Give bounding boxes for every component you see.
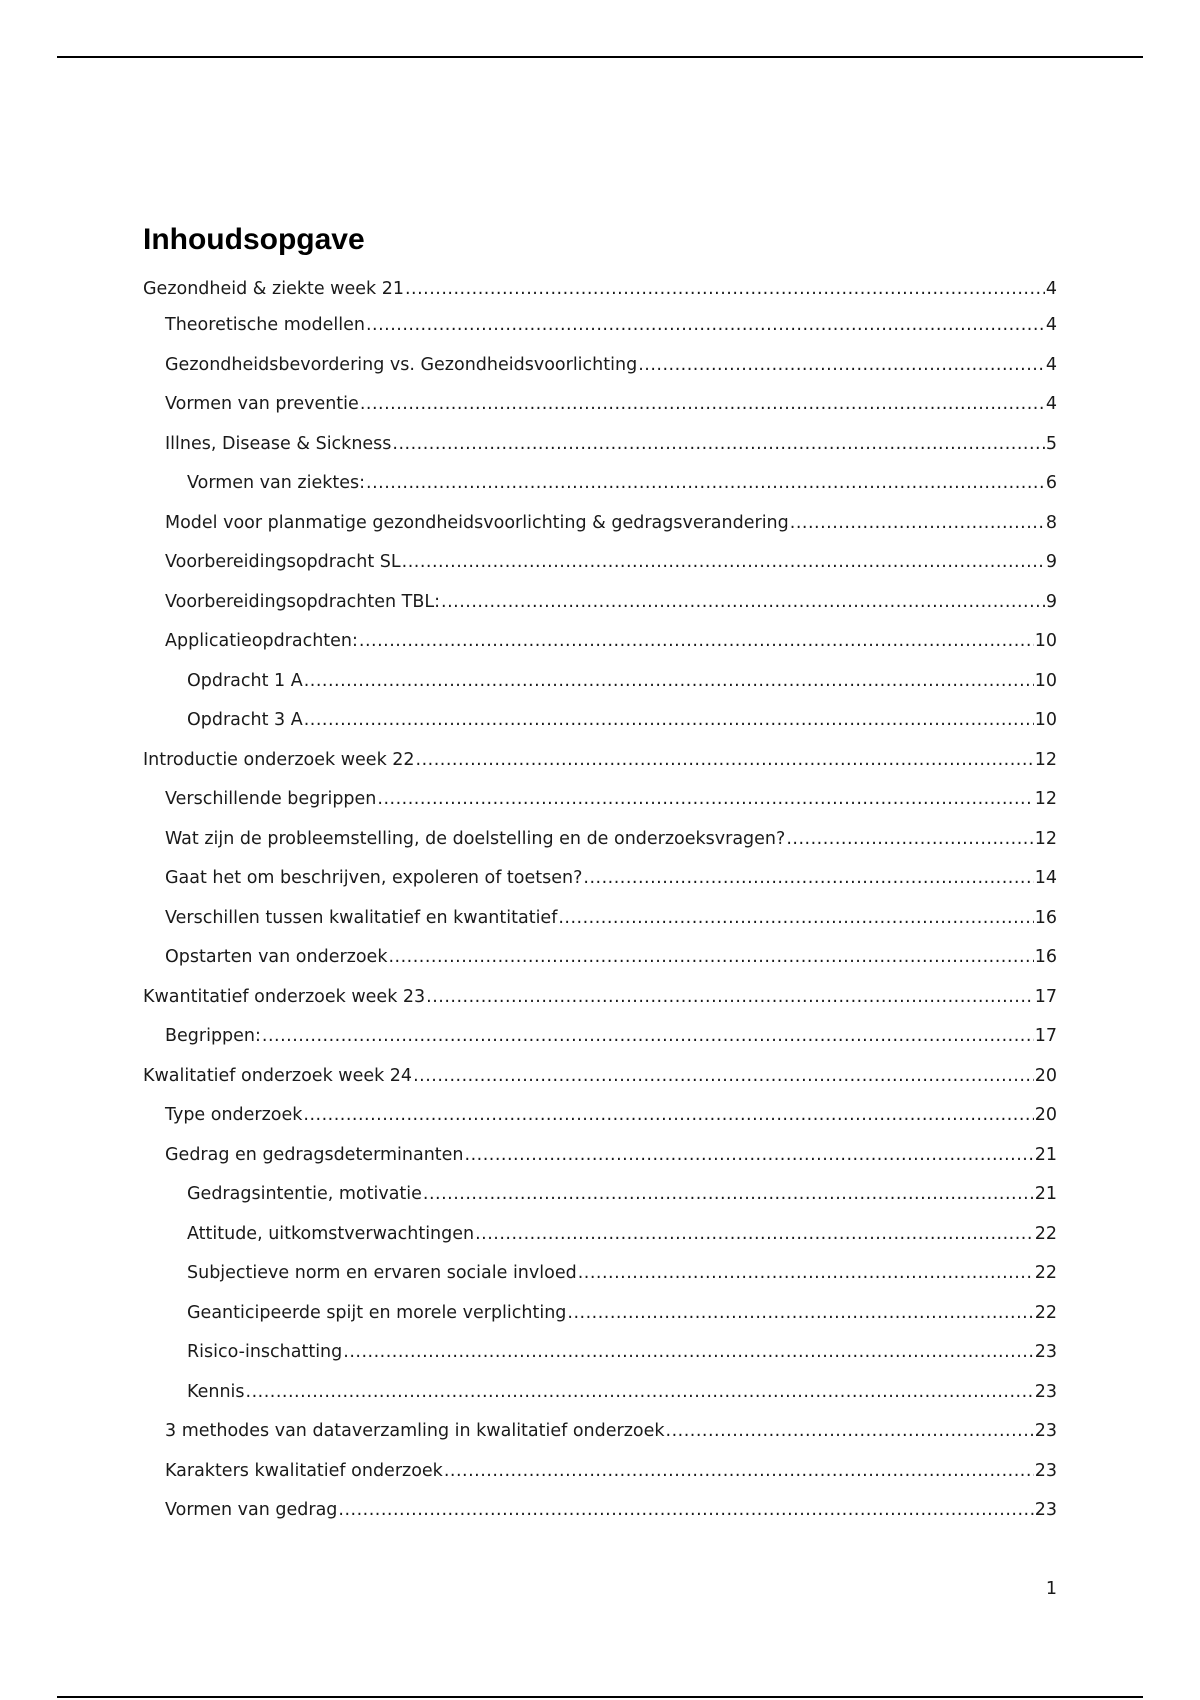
dot-leader: [303, 1102, 1033, 1128]
toc-entry-title: Karakters kwalitatief onderzoek: [165, 1461, 443, 1481]
toc-entry-page: 21: [1034, 1184, 1057, 1204]
toc-entry-page: 4: [1045, 355, 1057, 375]
toc-entry-page: 9: [1045, 592, 1057, 612]
toc-entry[interactable]: [165, 1142, 1057, 1168]
toc-entry-page: 10: [1034, 631, 1057, 651]
toc-entry-title: Vormen van preventie: [165, 394, 359, 414]
toc-entry[interactable]: [165, 905, 1057, 931]
dot-leader: [413, 1063, 1034, 1089]
toc-entry[interactable]: [143, 276, 1057, 302]
toc-entry-title: Vormen van gedrag: [165, 1500, 338, 1520]
toc-entry[interactable]: [143, 747, 1057, 773]
toc-entry-page: 21: [1034, 1145, 1057, 1165]
toc-entry-title: Kwalitatief onderzoek week 24: [143, 1066, 413, 1086]
toc-entry-page: 16: [1034, 908, 1057, 928]
toc-entry-page: 23: [1034, 1421, 1057, 1441]
dot-leader: [392, 431, 1044, 457]
toc-entry-page: 5: [1045, 434, 1057, 454]
toc-entry[interactable]: [165, 391, 1057, 417]
toc-entry-page: 10: [1034, 671, 1057, 691]
dot-leader: [416, 747, 1034, 773]
toc-entry[interactable]: [165, 1102, 1057, 1128]
dot-leader: [246, 1379, 1034, 1405]
toc-entry-page: 23: [1034, 1382, 1057, 1402]
toc-entry-page: 20: [1034, 1105, 1057, 1125]
dot-leader: [475, 1221, 1034, 1247]
dot-leader: [638, 352, 1045, 378]
toc-entry-title: Introductie onderzoek week 22: [143, 750, 415, 770]
toc-entry-page: 12: [1034, 789, 1057, 809]
toc-entry[interactable]: [165, 352, 1057, 378]
toc-entry-title: Wat zijn de probleemstelling, de doelstelling en de onderzoeksvragen?: [165, 829, 786, 849]
toc-entry-title: 3 methodes van dataverzamling in kwalitatief onderzoek: [165, 1421, 665, 1441]
dot-leader: [262, 1023, 1034, 1049]
toc-entry[interactable]: [165, 865, 1057, 891]
toc-entry-page: 20: [1034, 1066, 1057, 1086]
toc-entry-page: 17: [1034, 1026, 1057, 1046]
toc-entry-page: 16: [1034, 947, 1057, 967]
toc-entry-title: Subjectieve norm en ervaren sociale invloed: [187, 1263, 577, 1283]
toc-entry[interactable]: [165, 944, 1057, 970]
toc-entry-title: Gezondheidsbevordering vs. Gezondheidsvoorlichting: [165, 355, 638, 375]
toc-entry[interactable]: [187, 470, 1057, 496]
toc-entry-title: Type onderzoek: [165, 1105, 303, 1125]
dot-leader: [360, 391, 1045, 417]
dot-leader: [338, 1497, 1033, 1523]
dot-leader: [343, 1339, 1033, 1365]
toc-entry-title: Risico-inschatting: [187, 1342, 343, 1362]
toc-entry[interactable]: [165, 1497, 1057, 1523]
dot-leader: [790, 510, 1045, 536]
toc-entry-page: 10: [1034, 710, 1057, 730]
toc-entry[interactable]: [165, 312, 1057, 338]
dot-leader: [366, 312, 1045, 338]
toc-entry[interactable]: [165, 786, 1057, 812]
dot-leader: [423, 1181, 1034, 1207]
dot-leader: [578, 1260, 1034, 1286]
toc-entry[interactable]: [165, 1458, 1057, 1484]
toc-entry-page: 4: [1045, 279, 1057, 299]
toc-entry-title: Geanticipeerde spijt en morele verplichting: [187, 1303, 567, 1323]
toc-entry-title: Gaat het om beschrijven, expoleren of toetsen?: [165, 868, 583, 888]
toc-entry-title: Voorbereidingsopdrachten TBL:: [165, 592, 441, 612]
toc-entry-title: Kwantitatief onderzoek week 23: [143, 987, 426, 1007]
toc-entry-title: Illnes, Disease & Sickness: [165, 434, 392, 454]
toc-entry[interactable]: [187, 668, 1057, 694]
toc-entry-title: Voorbereidingsopdracht SL: [165, 552, 401, 572]
footer-rule: [57, 1696, 1143, 1698]
toc-entry-page: 22: [1034, 1303, 1057, 1323]
toc-entry[interactable]: [187, 1181, 1057, 1207]
dot-leader: [786, 826, 1033, 852]
toc-entry-page: 17: [1034, 987, 1057, 1007]
dot-leader: [366, 470, 1045, 496]
toc-entry[interactable]: [165, 549, 1057, 575]
dot-leader: [558, 905, 1033, 931]
toc-entry-title: Gedrag en gedragsdeterminanten: [165, 1145, 464, 1165]
toc-entry[interactable]: [143, 1063, 1057, 1089]
dot-leader: [388, 944, 1033, 970]
toc-entry[interactable]: [165, 628, 1057, 654]
toc-entry-title: Kennis: [187, 1382, 245, 1402]
toc-entry-title: Opdracht 3 A: [187, 710, 303, 730]
page-title: Inhoudsopgave: [143, 223, 365, 256]
toc-entry-title: Begrippen:: [165, 1026, 261, 1046]
dot-leader: [402, 549, 1045, 575]
toc-entry-title: Model voor planmatige gezondheidsvoorlichting & gedragsverandering: [165, 513, 789, 533]
toc-entry[interactable]: [165, 589, 1057, 615]
dot-leader: [567, 1300, 1033, 1326]
toc-entry[interactable]: [165, 1418, 1057, 1444]
toc-entry[interactable]: [165, 510, 1057, 536]
dot-leader: [426, 984, 1034, 1010]
toc-entry-page: 23: [1034, 1500, 1057, 1520]
toc-entry-page: 14: [1034, 868, 1057, 888]
toc-entry-page: 22: [1034, 1224, 1057, 1244]
toc-entry-page: 12: [1034, 750, 1057, 770]
dot-leader: [359, 628, 1034, 654]
toc-entry[interactable]: [165, 431, 1057, 457]
toc-entry-title: Verschillende begrippen: [165, 789, 377, 809]
toc-entry[interactable]: [143, 984, 1057, 1010]
toc-entry[interactable]: [187, 1260, 1057, 1286]
toc-entry-page: 4: [1045, 394, 1057, 414]
toc-entry-page: 23: [1034, 1342, 1057, 1362]
toc-entry-title: Vormen van ziektes:: [187, 473, 365, 493]
toc-entry-page: 6: [1045, 473, 1057, 493]
dot-leader: [444, 1458, 1034, 1484]
toc-entry-page: 22: [1034, 1263, 1057, 1283]
toc-entry[interactable]: [187, 1300, 1057, 1326]
toc-entry-title: Applicatieopdrachten:: [165, 631, 358, 651]
page-number: 1: [1045, 1579, 1057, 1599]
toc-entry[interactable]: [187, 1379, 1057, 1405]
toc-entry[interactable]: [187, 707, 1057, 733]
dot-leader: [377, 786, 1033, 812]
dot-leader: [304, 668, 1034, 694]
dot-leader: [405, 276, 1045, 302]
dot-leader: [441, 589, 1045, 615]
dot-leader: [666, 1418, 1034, 1444]
toc-entry-page: 9: [1045, 552, 1057, 572]
toc-entry[interactable]: [187, 1221, 1057, 1247]
toc-entry-title: Opdracht 1 A: [187, 671, 303, 691]
toc-entry[interactable]: [165, 826, 1057, 852]
toc-entry-title: Theoretische modellen: [165, 315, 365, 335]
toc-entry-title: Verschillen tussen kwalitatief en kwantitatief: [165, 908, 558, 928]
toc-entry-title: Opstarten van onderzoek: [165, 947, 388, 967]
toc-entry-title: Gezondheid & ziekte week 21: [143, 279, 404, 299]
toc-entry-page: 23: [1034, 1461, 1057, 1481]
dot-leader: [465, 1142, 1034, 1168]
toc-entry[interactable]: [187, 1339, 1057, 1365]
toc-entry-page: 8: [1045, 513, 1057, 533]
dot-leader: [583, 865, 1033, 891]
toc-entry-page: 12: [1034, 829, 1057, 849]
toc-entry-page: 4: [1045, 315, 1057, 335]
toc-entry-title: Attitude, uitkomstverwachtingen: [187, 1224, 475, 1244]
toc-entry-title: Gedragsintentie, motivatie: [187, 1184, 422, 1204]
dot-leader: [304, 707, 1034, 733]
toc-entry[interactable]: [165, 1023, 1057, 1049]
